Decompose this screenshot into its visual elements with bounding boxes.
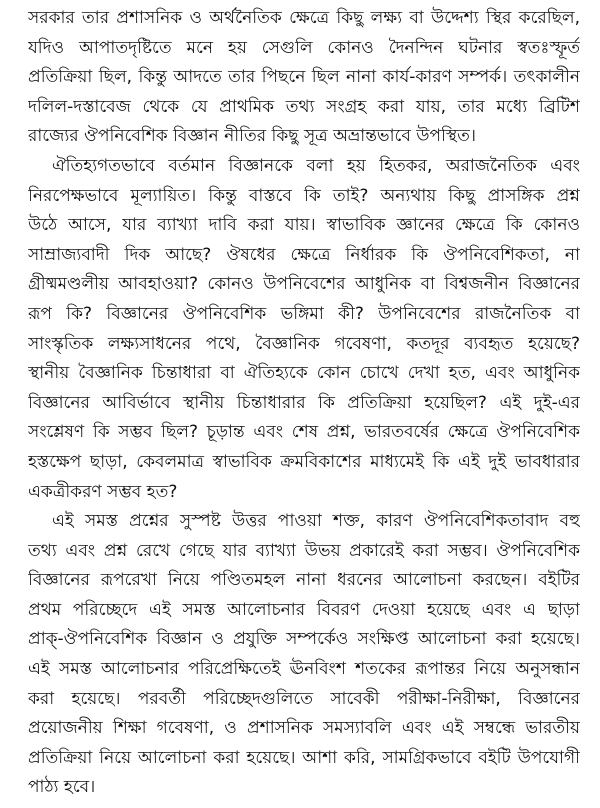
text-line: প্রথম পরিচ্ছেদে এই সমস্ত আলোচনার বিবরণ দেওয়া হয়েছে এবং এ ছাড়া — [28, 599, 580, 620]
text-line: সাংস্কৃতিক লক্ষ্যসাধনের পথে, বৈজ্ঞানিক গবেষণা, কতদূর ব্যবহৃত হয়েছে? — [28, 333, 580, 354]
text-line: বিজ্ঞানের আবির্ভাবে স্থানীয় চিন্তাধারার কি প্রতিক্রিয়া হয়েছিল? এই দুই-এর — [28, 392, 580, 413]
text-line: হস্তক্ষেপ ছাড়া, কেবলমাত্র স্বাভাবিক ক্রমবিকাশের মাধ্যমেই কি এই দুই ভাবধারার — [28, 451, 580, 472]
text-line: তথ্য এবং প্রশ্ন রেখে গেছে যার ব্যাখ্যা উভয় প্রকারেই করা সম্ভব। ঔপনিবেশিক — [28, 540, 580, 561]
document-page — [28, 4, 580, 803]
text-line: পাঠ্য হবে। — [28, 777, 96, 798]
text-line: সংশ্লেষণ কি সম্ভব ছিল? চূড়ান্ত এবং শেষ প্রশ্ন, ভারতবর্ষের ক্ষেত্রে ঔপনিবেশিক — [28, 422, 580, 443]
text-line: প্রতিক্রিয়া ছিল, কিন্তু আদতে তার পিছনে ছিল নানা কার্য-কারণ সম্পর্ক। তৎকালীন — [28, 67, 580, 88]
text-line: প্রতিক্রিয়া নিয়ে আলোচনা করা হয়েছে। আশা করি, সামগ্রিকভাবে বইটি উপযোগী — [28, 747, 580, 768]
text-line: এই সমস্ত প্রশ্নের সুস্পষ্ট উত্তর পাওয়া শক্ত, কারণ ঔপনিবেশিকতাবাদ বহু — [52, 511, 580, 532]
text-line: করা হয়েছে। পরবর্তী পরিচ্ছেদগুলিতে সাবেকী পরীক্ষা-নিরীক্ষা, বিজ্ঞানের — [28, 688, 580, 709]
text-line: রাজ্যের ঔপনিবেশিক বিজ্ঞান নীতির কিছু সূত্র অভ্রান্তভাবে উপস্থিত। — [28, 126, 476, 147]
text-line: একত্রীকরণ সম্ভব হত? — [28, 481, 178, 502]
text-line: যদিও আপাতদৃষ্টিতে মনে হয় সেগুলি কোনও দৈনন্দিন ঘটনার স্বতঃস্ফূর্ত — [28, 37, 580, 58]
text-line: ঐতিহ্যগতভাবে বর্তমান বিজ্ঞানকে বলা হয় হিতকর, অরাজনৈতিক এবং — [52, 155, 580, 176]
text-line: রূপ কি? বিজ্ঞানের ঔপনিবেশিক ভঙ্গিমা কী? উপনিবেশের রাজনৈতিক বা — [28, 303, 580, 324]
text-line: স্থানীয় বৈজ্ঞানিক চিন্তাধারা বা ঐতিহ্যকে কোন চোখে দেখা হত, এবং আধুনিক — [28, 363, 580, 384]
text-line: গ্রীষ্মমণ্ডলীয় আবহাওয়া? কোনও উপনিবেশের আধুনিক বা বিশ্বজনীন বিজ্ঞানের — [28, 274, 580, 295]
text-line: এই সমস্ত আলোচনার পরিপ্রেক্ষিতেই ঊনবিংশ শতকের রূপান্তর নিয়ে অনুসন্ধান — [28, 659, 580, 680]
text-line: প্রাক্-ঔপনিবেশিক বিজ্ঞান ও প্রযুক্তি সম্পর্কেও সংক্ষিপ্ত আলোচনা করা হয়েছে। — [28, 629, 580, 650]
text-line: উঠে আসে, যার ব্যাখ্যা দাবি করা যায়। স্বাভাবিক জ্ঞানের ক্ষেত্রে কি কোনও — [28, 215, 580, 236]
text-line: সরকার তার প্রশাসনিক ও অর্থনৈতিক ক্ষেত্রে কিছু লক্ষ্য বা উদ্দেশ্য স্থির করেছিল, — [28, 8, 580, 28]
text-line: বিজ্ঞানের রূপরেখা নিয়ে পণ্ডিতমহল নানা ধরনের আলোচনা করছেন। বইটির — [28, 570, 580, 591]
text-line: সাম্রাজ্যবাদী দিক আছে? ঔষধের ক্ষেত্রে নির্ধারক কি ঔপনিবেশিকতা, না — [28, 244, 580, 265]
text-line: দলিল-দস্তাবেজ থেকে যে প্রাথমিক তথ্য সংগ্রহ করা যায়, তার মধ্যে ব্রিটিশ — [28, 96, 580, 117]
text-line: নিরপেক্ষভাবে মূল্যায়িত। কিন্তু বাস্তবে কি তাই? অন্যথায় কিছু প্রাসঙ্গিক প্রশ্ন — [28, 185, 580, 206]
text-line: প্রয়োজনীয় শিক্ষা গবেষণা, ও প্রশাসনিক সমস্যাবলি এবং এই সম্বন্ধে ভারতীয় — [28, 718, 580, 739]
